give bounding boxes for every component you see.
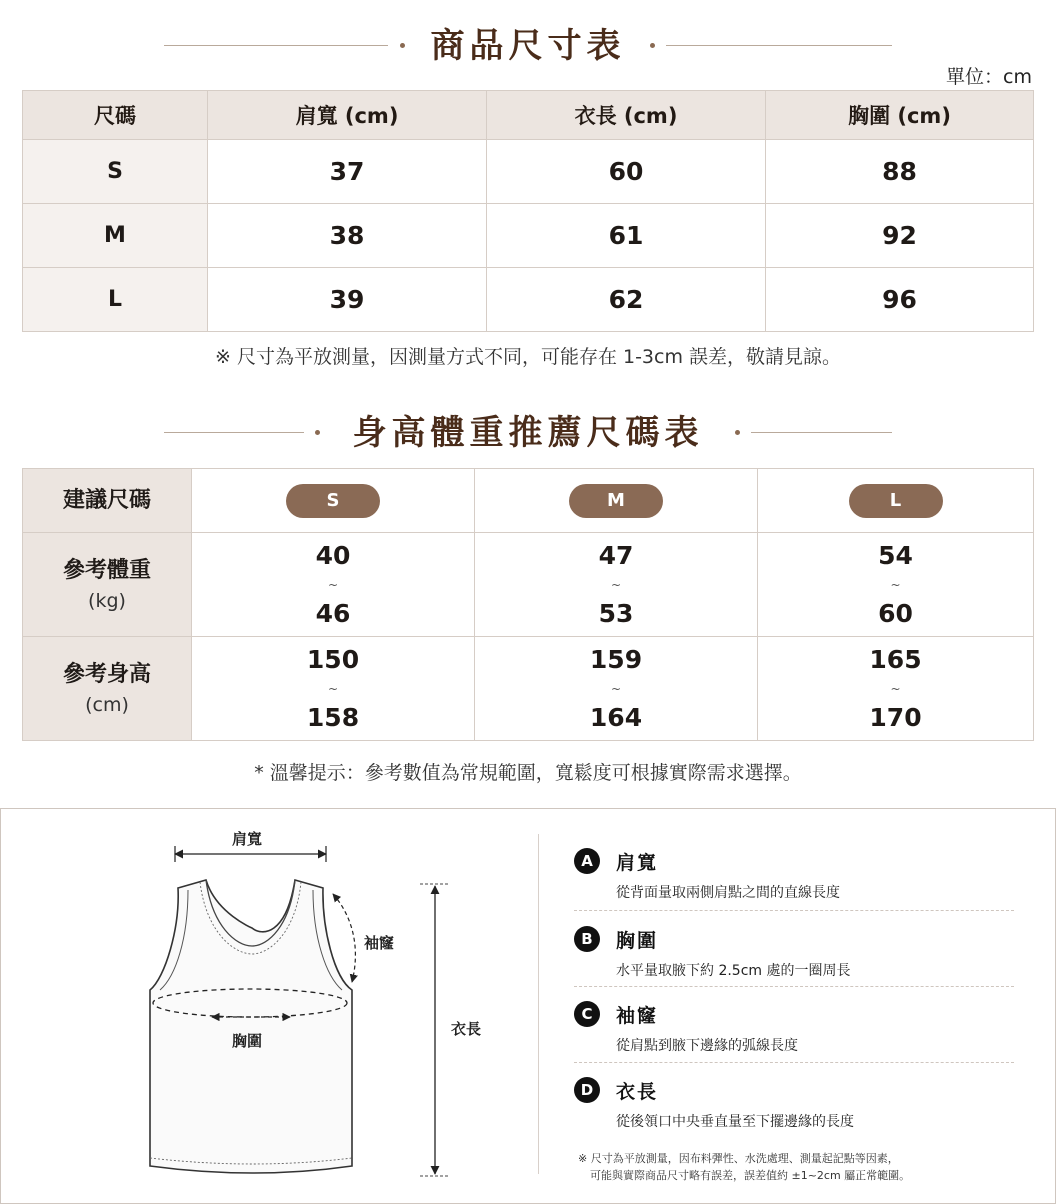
range-tilde: ~ (327, 681, 339, 696)
weight-range-cell (475, 533, 758, 637)
legend-title: 肩寬 (616, 852, 659, 874)
weight-unit: (kg) (88, 589, 126, 612)
range-min: 47 (598, 540, 634, 570)
title-dot-right (735, 430, 740, 435)
weight-range-cell (758, 533, 1034, 637)
weight-range-cell (192, 533, 475, 637)
legend-separator (574, 910, 1014, 911)
size-row-label: 建議尺碼 (23, 469, 192, 533)
size-table-header-row (23, 91, 1034, 140)
legend-desc: 從背面量取兩側肩點之間的直線長度 (616, 885, 840, 901)
range-max: 60 (878, 598, 913, 628)
footnote-line: 可能與實際商品尺寸略有誤差，誤差值約 ±1~2cm 屬正常範圍。 (590, 1169, 911, 1182)
badge-b: B (574, 926, 600, 952)
range-tilde: ~ (610, 681, 622, 696)
legend-title: 衣長 (616, 1081, 659, 1103)
length-cell: 62 (487, 268, 766, 332)
weight-label: 參考體重 (62, 557, 151, 583)
table-row (23, 637, 1034, 741)
range-min: 150 (306, 644, 360, 674)
size-cell (758, 469, 1034, 533)
legend-item-length (574, 1077, 1014, 1133)
range-tilde: ~ (890, 577, 901, 592)
shoulder-cell: 38 (208, 204, 487, 268)
range-min: 159 (589, 644, 643, 674)
diagram-footnote (578, 1150, 910, 1184)
size-cell: M (23, 204, 208, 268)
weight-row-label (23, 533, 192, 637)
height-unit: (cm) (85, 693, 129, 716)
range-min: 54 (878, 540, 913, 570)
length-cell: 60 (487, 140, 766, 204)
size-cell (475, 469, 758, 533)
table-row (23, 469, 1034, 533)
unit-label: 單位：cm (946, 66, 1032, 88)
table-row (23, 268, 1034, 332)
title-rule-right (751, 432, 892, 433)
height-range-cell (192, 637, 475, 741)
height-row-label (23, 637, 192, 741)
table-row (23, 204, 1034, 268)
table-row (23, 140, 1034, 204)
range-tilde: ~ (327, 577, 339, 592)
table-row (23, 533, 1034, 637)
height-range-cell (758, 637, 1034, 741)
legend-item-chest (574, 926, 1014, 982)
size-chart-title: 商品尺寸表 (430, 26, 626, 66)
tank-top-diagram (0, 808, 538, 1202)
size-cell: L (23, 268, 208, 332)
title-rule-right (666, 45, 892, 46)
range-min: 40 (315, 540, 351, 570)
range-max: 158 (306, 702, 360, 732)
size-chart-title-row (0, 18, 1056, 74)
legend-item-shoulder (574, 848, 1014, 904)
range-tilde: ~ (890, 681, 901, 696)
badge-d: D (574, 1077, 600, 1103)
shoulder-cell: 37 (208, 140, 487, 204)
height-label: 參考身高 (62, 661, 151, 687)
range-max: 53 (598, 598, 634, 628)
legend-separator (574, 1062, 1014, 1063)
size-pill: M (569, 484, 663, 518)
range-tilde: ~ (610, 577, 622, 592)
badge-c: C (574, 1001, 600, 1027)
range-max: 170 (869, 702, 922, 732)
badge-a: A (574, 848, 600, 874)
chest-cell: 88 (766, 140, 1034, 204)
legend-title: 胸圍 (616, 930, 659, 952)
header-shoulder: 肩寬 (cm) (208, 91, 487, 140)
length-cell: 61 (487, 204, 766, 268)
chest-cell: 92 (766, 204, 1034, 268)
height-range-cell (475, 637, 758, 741)
size-chart-note: ※ 尺寸為平放測量，因測量方式不同，可能存在 1-3cm 誤差，敬請見諒。 (214, 346, 842, 368)
shoulder-cell: 39 (208, 268, 487, 332)
size-pill: S (286, 484, 380, 518)
recommend-table (22, 468, 1034, 741)
size-table (22, 90, 1034, 332)
legend-desc: 水平量取腋下約 2.5cm 處的一圈周長 (616, 963, 851, 979)
diagram-divider (538, 834, 539, 1174)
legend-desc: 從後領口中央垂直量至下擺邊緣的長度 (616, 1114, 854, 1130)
size-cell: S (23, 140, 208, 204)
header-chest: 胸圍 (cm) (766, 91, 1034, 140)
range-max: 46 (315, 598, 351, 628)
recommend-chart-title-row (0, 405, 1056, 461)
recommend-chart-note: * 溫馨提示：參考數值為常規範圍，寬鬆度可根據實際需求選擇。 (254, 762, 802, 784)
legend-separator (574, 986, 1014, 987)
armhole-label: 袖窿 (364, 934, 395, 952)
size-cell (192, 469, 475, 533)
size-pill: L (849, 484, 943, 518)
legend-desc: 從肩點到腋下邊緣的弧線長度 (616, 1038, 798, 1054)
recommend-chart-title: 身高體重推薦尺碼表 (352, 413, 704, 453)
length-label: 衣長 (451, 1020, 482, 1038)
shoulder-label: 肩寬 (232, 830, 263, 848)
header-size: 尺碼 (23, 91, 208, 140)
footnote-line: ※ 尺寸為平放測量，因布料彈性、水洗處理、測量起記點等因素， (578, 1152, 899, 1165)
legend-title: 袖窿 (616, 1005, 659, 1027)
header-length: 衣長 (cm) (487, 91, 766, 140)
chest-label: 胸圍 (232, 1032, 263, 1050)
chest-cell: 96 (766, 268, 1034, 332)
legend-item-armhole (574, 1001, 1014, 1057)
range-min: 165 (869, 644, 922, 674)
range-max: 164 (589, 702, 643, 732)
garment-outline (150, 880, 352, 1173)
title-dot-right (650, 43, 655, 48)
